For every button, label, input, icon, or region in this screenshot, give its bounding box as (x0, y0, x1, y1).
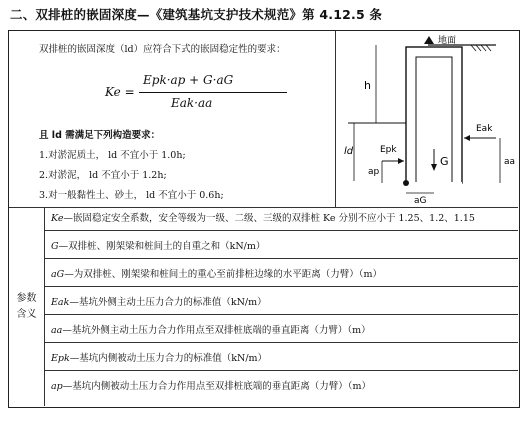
diagram-pane (336, 31, 518, 207)
double-row-pile-diagram (336, 31, 518, 207)
ag-label: aG (414, 196, 427, 206)
formula-pane (9, 31, 336, 207)
params-label: 参数含义 (9, 207, 45, 406)
formula-numerator: Epk·ap + G·aG (143, 73, 234, 87)
ground-arrow-icon (424, 36, 434, 44)
ground-label: 地面 (438, 36, 457, 46)
ld-label: ld (344, 146, 354, 157)
stability-formula (105, 71, 315, 121)
g-label: G (440, 155, 449, 168)
formula-and-diagram-section (9, 31, 518, 208)
param-row: Epk—基坑内侧被动土压力合力的标准值（kN/m） (45, 347, 518, 371)
condition-1: 1.对淤泥质土， ld 不宜小于 1.0h; (39, 150, 186, 161)
param-row: aG—为双排桩、刚架梁和桩间土的重心至前排桩边缘的水平距离（力臂）（m） (45, 263, 518, 287)
section-heading: 二、双排桩的嵌固深度—《建筑基坑支护技术规范》第 4.12.5 条 (10, 7, 383, 22)
param-row: ap—基坑内侧被动土压力合力作用点至双排桩底端的垂直距离（力臂）（m） (51, 381, 372, 392)
ground-hatch (471, 45, 491, 51)
param-row: Eak—基坑外侧主动土压力合力的标准值（kN/m） (45, 291, 518, 315)
pivot-point-icon (403, 180, 409, 186)
formula-lhs: Ke = (105, 85, 135, 99)
formula-denominator: Eak·aa (171, 96, 213, 110)
conditions-title: 且 ld 需满足下列构造要求： (39, 130, 161, 141)
condition-2: 2.对淤泥， ld 不宜小于 1.2h; (39, 170, 167, 181)
epk-arrow-icon (398, 158, 404, 164)
requirement-text: 双排桩的嵌固深度（ld）应符合下式的嵌固稳定性的要求： (39, 44, 286, 55)
ap-label: ap (368, 167, 380, 177)
fraction-bar (139, 92, 287, 93)
param-row: G—双排桩、刚架梁和桩间土的自重之和（kN/m） (45, 235, 518, 259)
epk-label: Epk (380, 145, 397, 155)
content-table (8, 30, 520, 408)
h-label: h (364, 79, 371, 92)
parameter-definitions (9, 207, 518, 406)
eak-label: Eak (476, 124, 493, 134)
aa-label: aa (504, 157, 516, 167)
eak-arrow-icon (464, 135, 470, 141)
param-row: aa—基坑外侧主动土压力合力作用点至双排桩底端的垂直距离（力臂）（m） (45, 319, 518, 343)
param-row: Ke—嵌固稳定安全系数，安全等级为一级、二级、三级的双排桩 Ke 分别不应小于 1.25、1.2、1.15 (45, 207, 518, 231)
condition-3: 3.对一般黏性土、砂土， ld 不宜小于 0.6h; (39, 190, 224, 201)
g-arrow-icon (431, 164, 437, 171)
